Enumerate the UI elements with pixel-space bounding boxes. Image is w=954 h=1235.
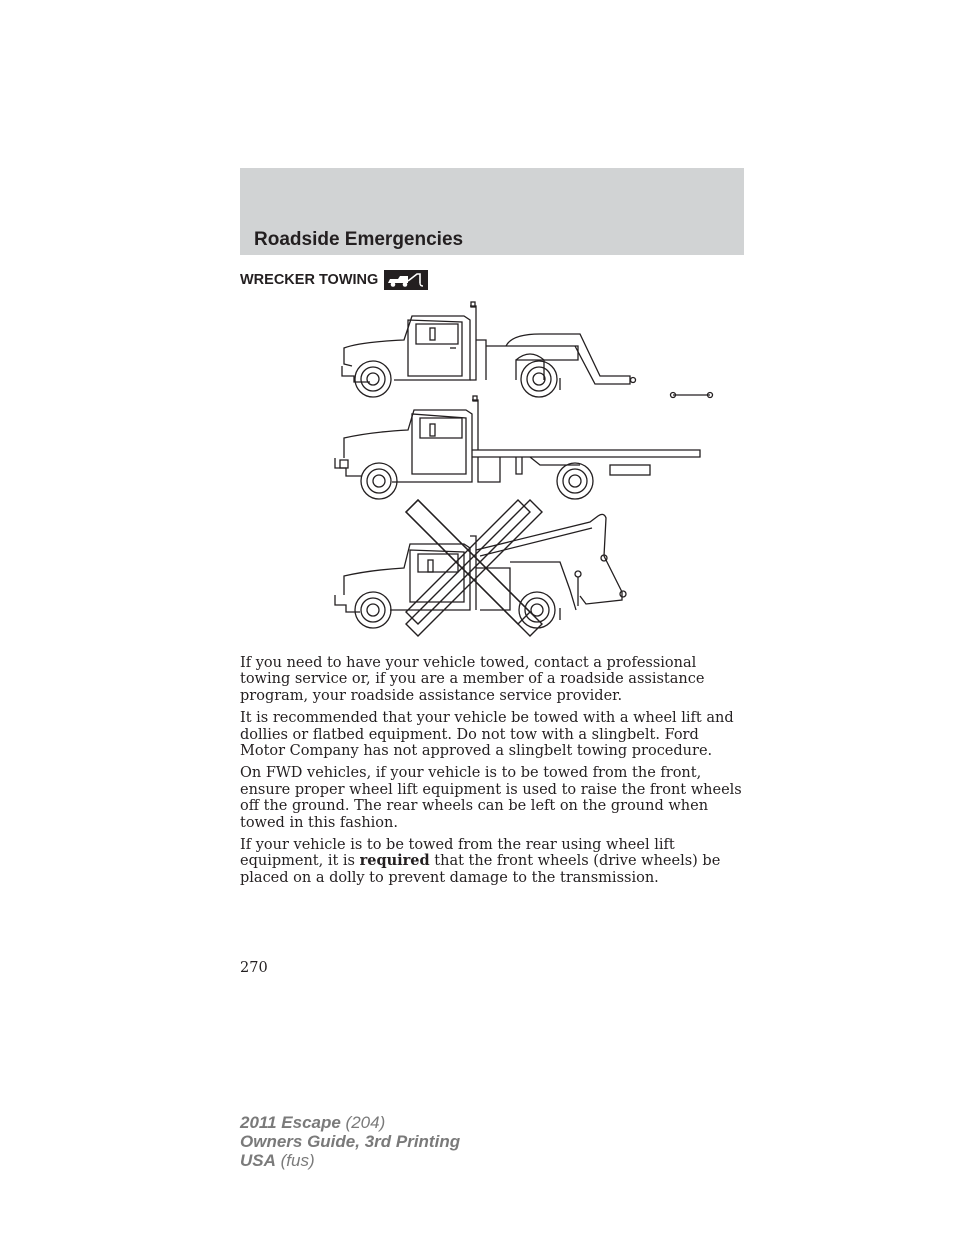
towing-illustration xyxy=(330,300,720,645)
footer-market-code: (fus) xyxy=(275,1151,315,1170)
footer-line-1 xyxy=(240,1113,460,1132)
footer-line-2 xyxy=(240,1132,460,1151)
paragraph-4-start: If your vehicle is to be towed from the rear using wheel lift equipment, it is xyxy=(240,837,675,870)
page-number: 270 xyxy=(240,960,268,976)
paragraph-4-end: that the front wheels (drive wheels) be placed on a dolly to prevent damage to the transmission. xyxy=(240,853,721,886)
footer-model: 2011 Escape xyxy=(240,1113,341,1132)
page-section-title: Roadside Emergencies xyxy=(254,229,464,250)
tow-truck-icon xyxy=(384,270,428,290)
footer xyxy=(240,1113,460,1170)
subheading xyxy=(240,270,428,290)
prohibited-cross-icon xyxy=(406,500,542,636)
footer-line-3 xyxy=(240,1151,460,1170)
flatbed-truck-illustration xyxy=(335,396,700,499)
footer-model-code: (204) xyxy=(340,1113,386,1132)
footer-market: USA xyxy=(240,1151,276,1170)
subheading-text: WRECKER TOWING xyxy=(240,272,379,288)
paragraph-3: On FWD vehicles, if your vehicle is to be towed from the front, ensure proper wheel lift equipment is used to raise the front wheels off the ground. The rear wheels can be left on the ground when towed in this fashion. xyxy=(240,765,742,831)
slingbelt-truck-illustration xyxy=(335,514,626,628)
paragraph-4 xyxy=(240,837,746,886)
paragraph-2: It is recommended that your vehicle be towed with a wheel lift and dollies or flatbed equipment. Do not tow with a slingbelt. Ford Motor Company has not approved a slingbelt towing procedure. xyxy=(240,710,734,760)
wheel-lift-truck-illustration xyxy=(342,302,713,398)
paragraph-4-bold: required xyxy=(359,852,430,870)
paragraph-1: If you need to have your vehicle towed, contact a professional towing service or, if you are a member of a roadside assistance program, your roadside assistance service provider. xyxy=(240,655,705,704)
footer-printing: Owners Guide, 3rd Printing xyxy=(240,1132,461,1151)
body-text xyxy=(240,655,746,892)
